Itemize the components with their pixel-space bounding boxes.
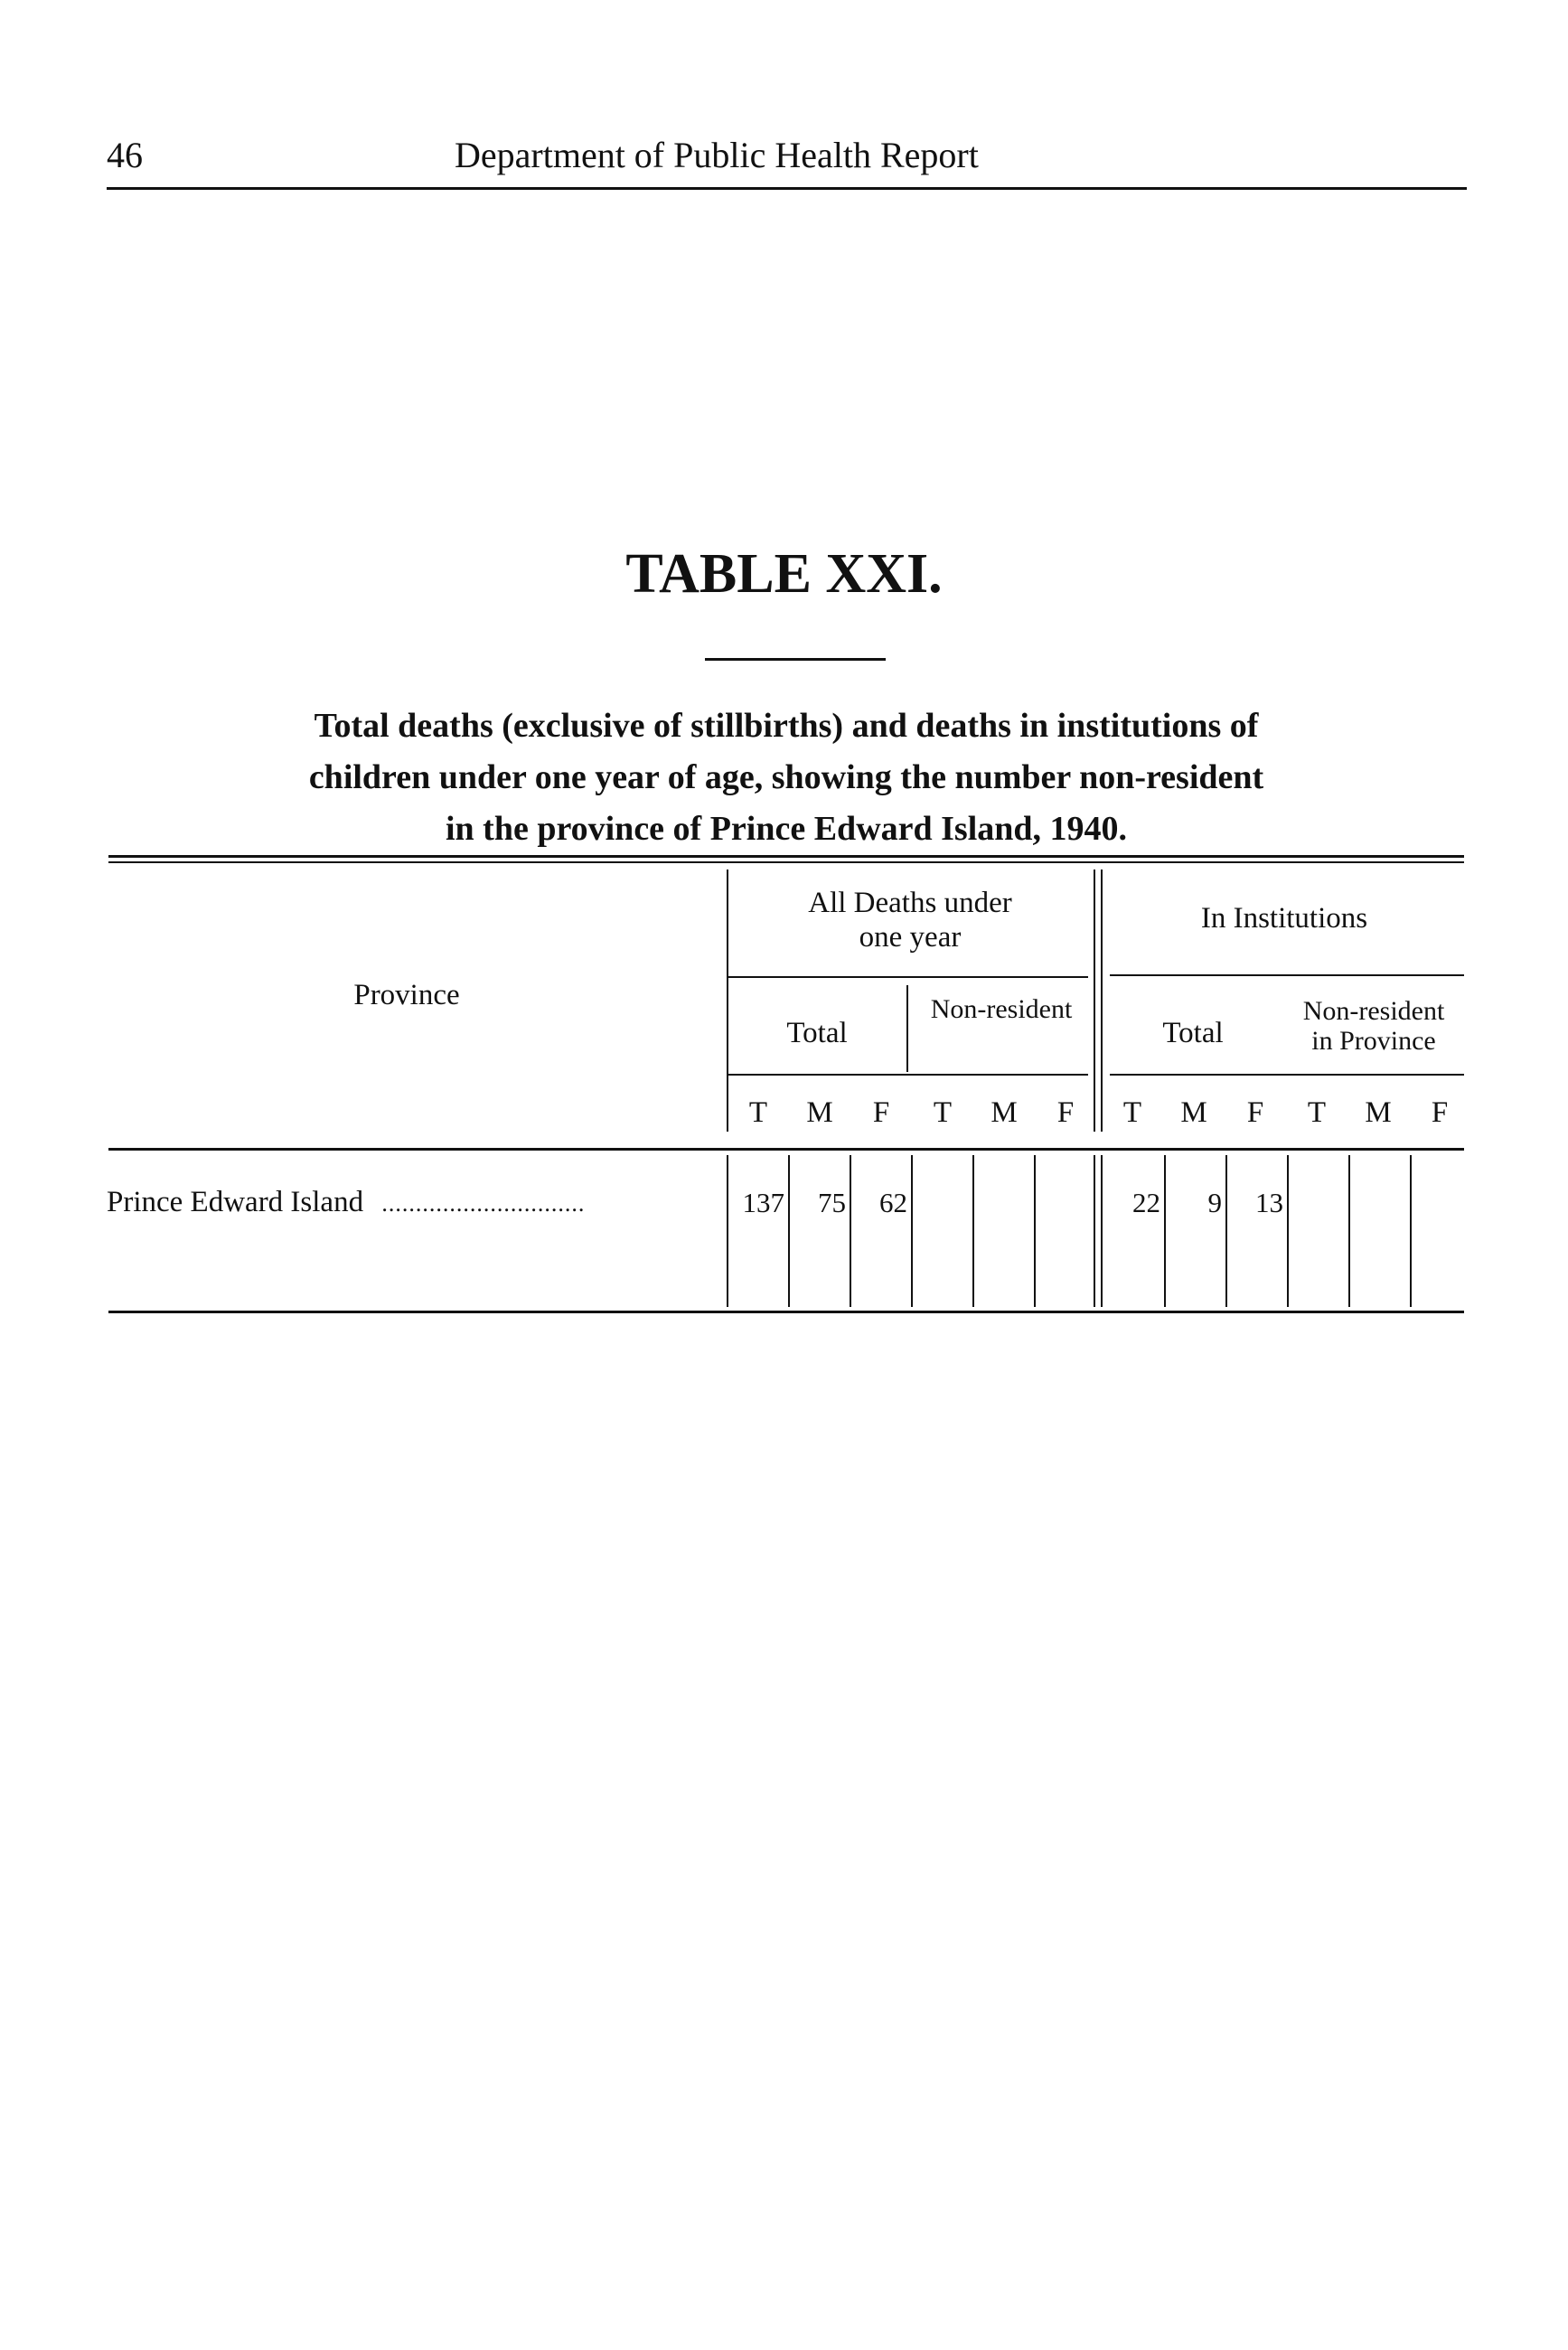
value-cell: 13 (1255, 1187, 1283, 1218)
column-code: F (1431, 1096, 1449, 1129)
column-code: T (933, 1096, 953, 1129)
body-double-line (1101, 1155, 1103, 1307)
subgroup-divider-rule (1110, 1074, 1464, 1076)
body-column-line (1410, 1155, 1412, 1307)
column-code: F (1056, 1096, 1075, 1129)
body-column-line (911, 1155, 913, 1307)
table-caption (136, 700, 1437, 855)
value-cell: 62 (879, 1187, 907, 1218)
column-code: M (991, 1096, 1018, 1129)
caption-line: children under one year of age, showing the number non-resident (308, 758, 1264, 796)
group-double-line (1094, 870, 1095, 1132)
table-title: TABLE XXI. (625, 543, 943, 605)
title-rule (705, 658, 886, 661)
column-code: T (1122, 1096, 1142, 1129)
column-code: F (872, 1096, 890, 1129)
value-cell: 75 (818, 1187, 846, 1218)
province-name: Prince Edward Island (107, 1186, 364, 1218)
body-double-line (1094, 1155, 1095, 1307)
group-divider-rule (728, 976, 1088, 978)
group-header-line: All Deaths under (808, 887, 1012, 919)
row-label (107, 1186, 585, 1219)
running-header (107, 134, 1467, 190)
value-cell: 22 (1132, 1187, 1160, 1218)
subgroup-divider-rule (728, 1074, 1088, 1076)
caption-line: Total deaths (exclusive of stillbirths) and deaths in institutions of (314, 707, 1259, 745)
column-code: F (1246, 1096, 1264, 1129)
table-top-rule-inner (108, 861, 1464, 863)
table-bottom-rule (108, 1311, 1464, 1313)
group-double-line (1101, 870, 1103, 1132)
subgroup-divider-line (906, 985, 908, 1072)
subgroup-header-nonresident-in-province (1283, 996, 1464, 1056)
group-header-line: one year (859, 921, 962, 954)
subgroup-header-total: Total (1162, 1017, 1224, 1049)
body-column-line (1164, 1155, 1166, 1307)
column-code: M (1365, 1096, 1392, 1129)
body-column-line (1348, 1155, 1350, 1307)
group-header-institutions: In Institutions (1200, 902, 1368, 935)
page-number: 46 (107, 135, 143, 175)
body-column-line (1034, 1155, 1036, 1307)
subgroup-header-nonresident: Non-resident (930, 994, 1073, 1024)
subgroup-header-line: Non-resident (1302, 996, 1445, 1026)
group-header-all-deaths (728, 886, 1092, 954)
caption-line: in the province of Prince Edward Island, 1940. (445, 810, 1128, 848)
column-code: M (1180, 1096, 1207, 1129)
body-column-line (850, 1155, 851, 1307)
dot-leader: .............................. (381, 1190, 586, 1217)
body-column-line (1225, 1155, 1227, 1307)
value-cell: 9 (1207, 1187, 1222, 1218)
column-code: T (748, 1096, 768, 1129)
body-column-line (727, 1155, 728, 1307)
table-top-rule (108, 855, 1464, 858)
body-column-line (788, 1155, 790, 1307)
stub-header: Province (353, 979, 460, 1011)
body-column-line (1287, 1155, 1289, 1307)
group-divider-rule (1110, 974, 1464, 976)
body-column-line (972, 1155, 974, 1307)
header-rule (107, 187, 1467, 190)
subgroup-header-total: Total (786, 1017, 848, 1049)
value-cell: 137 (742, 1187, 784, 1218)
subgroup-header-line: in Province (1311, 1026, 1436, 1056)
header-bottom-rule (108, 1148, 1464, 1151)
column-code: T (1307, 1096, 1327, 1129)
column-code: M (806, 1096, 833, 1129)
running-header-title: Department of Public Health Report (455, 135, 979, 175)
